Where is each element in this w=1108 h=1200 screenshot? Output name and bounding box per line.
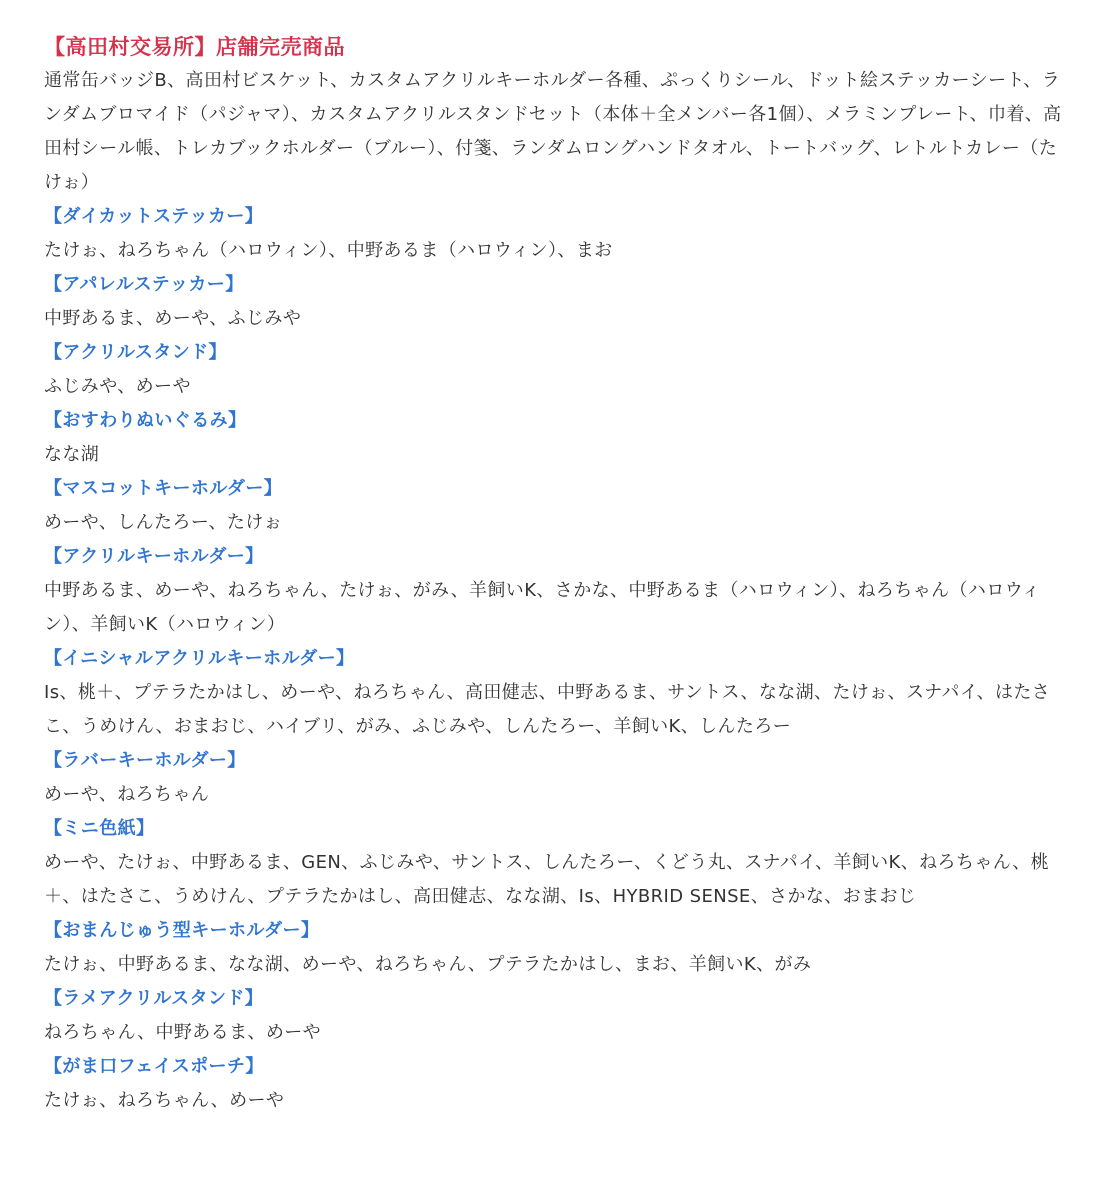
category-heading: 【ミニ色紙】 [44, 818, 155, 839]
category-items: 中野あるま、めーや、ねろちゃん、たけぉ、がみ、羊飼いK、さかな、中野あるま（ハロウィン）、ねろちゃん（ハロウィン）、羊飼いK（ハロウィン） [44, 580, 1041, 635]
category-mascot-keyholder [44, 472, 1068, 540]
category-heading: 【ラバーキーホルダー】 [44, 750, 246, 771]
category-heading: 【マスコットキーホルダー】 [44, 478, 283, 499]
category-items: Is、桃＋、プテラたかはし、めーや、ねろちゃん、高田健志、中野あるま、サントス、なな湖、たけぉ、スナパイ、はたさこ、うめけん、おまおじ、ハイブリ、がみ、ふじみや、しんたろー、羊飼いK、しんたろー [44, 682, 1051, 737]
category-items: めーや、たけぉ、中野あるま、GEN、ふじみや、サントス、しんたろー、くどう丸、スナパイ、羊飼いK、ねろちゃん、桃＋、はたさこ、うめけん、プテラたかはし、高田健志、なな湖、Is、HYBRID SENSE、さかな、おまおじ [44, 852, 1050, 907]
category-sitting-plush [44, 404, 1068, 472]
category-initial-acrylic-keyholder [44, 642, 1068, 744]
category-heading: 【アクリルスタンド】 [44, 342, 227, 363]
category-items: めーや、しんたろー、たけぉ [44, 512, 283, 533]
store-sold-out-items: 通常缶バッジB、高田村ビスケット、カスタムアクリルキーホルダー各種、ぷっくりシール、ドット絵ステッカーシート、ランダムブロマイド（パジャマ）、カスタムアクリルスタンドセット（本体＋全メンバー各1個）、メラミンプレート、巾着、高田村シール帳、トレカブックホルダー（ブルー）、付箋、ランダムロングハンドタオル、トートバッグ、レトルトカレー（たけぉ） [44, 70, 1062, 193]
category-heading: 【イニシャルアクリルキーホルダー】 [44, 648, 355, 669]
category-gamaguchi-face-pouch [44, 1050, 1068, 1118]
category-heading: 【アクリルキーホルダー】 [44, 546, 264, 567]
category-items: ねろちゃん、中野あるま、めーや [44, 1022, 322, 1043]
category-items: たけぉ、ねろちゃん（ハロウィン）、中野あるま（ハロウィン）、まお [44, 240, 613, 261]
sold-out-list [44, 30, 1068, 1118]
category-acrylic-keyholder [44, 540, 1068, 642]
category-heading: 【アパレルステッカー】 [44, 274, 244, 295]
category-heading: 【おすわりぬいぐるみ】 [44, 410, 247, 431]
category-heading: 【ダイカットステッカー】 [44, 206, 264, 227]
category-acrylic-stand [44, 336, 1068, 404]
category-apparel-sticker [44, 268, 1068, 336]
category-glitter-acrylic-stand [44, 982, 1068, 1050]
category-items: たけぉ、中野あるま、なな湖、めーや、ねろちゃん、プテラたかはし、まお、羊飼いK、がみ [44, 954, 812, 975]
category-mini-shikishi [44, 812, 1068, 914]
category-heading: 【ラメアクリルスタンド】 [44, 988, 264, 1009]
category-heading: 【がま口フェイスポーチ】 [44, 1056, 264, 1077]
category-items: めーや、ねろちゃん [44, 784, 210, 805]
category-items: たけぉ、ねろちゃん、めーや [44, 1090, 285, 1111]
category-daicut-sticker [44, 200, 1068, 268]
category-items: ふじみや、めーや [44, 376, 191, 397]
category-items: なな湖 [44, 444, 100, 465]
category-heading: 【おまんじゅう型キーホルダー】 [44, 920, 320, 941]
page-title: 【高田村交易所】店舗完売商品 [44, 35, 345, 59]
category-items: 中野あるま、めーや、ふじみや [44, 308, 302, 329]
category-rubber-keyholder [44, 744, 1068, 812]
category-manju-keyholder [44, 914, 1068, 982]
